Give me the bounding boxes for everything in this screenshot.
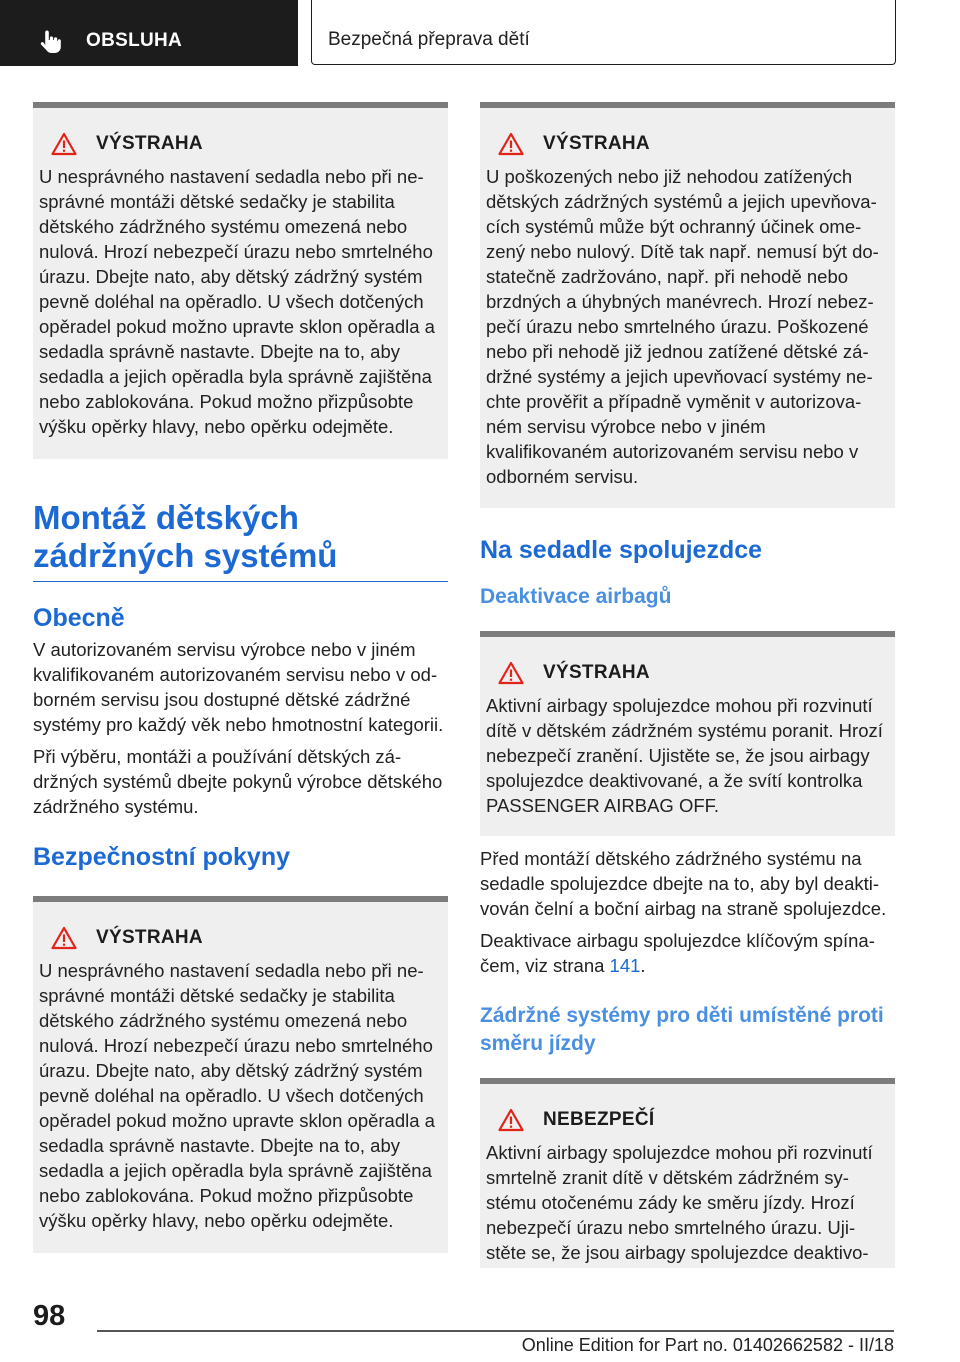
subsection-title-rear-facing: Zádržné systémy pro děti umístěné proti směru jízdy (480, 1004, 884, 1055)
warning-heading (51, 130, 438, 158)
warning-text: U nesprávného nastavení sedadla nebo při nesprávné montáži dětské sedačky je stabilita dětského zádržného systému omezená nebo nulová. Hrozí nebezpečí úrazu nebo smrtelného úrazu. Dbejte nato, aby dětský zádržný systém pevně doléhal na opěradlo. U všech dotčených opěradel pokud možno upravte sklon opěradla a sedadla správně nastavte. Dbejte na to, aby sedadla a jejich opěradla byla správně zajištěna nebo zablokována. Pokud možno přizpůsobte výšku opěrky hlavy, nebo opěrku odejměte. (39, 960, 435, 1231)
warning-icon (51, 926, 77, 950)
paragraph-before-install: Před montáží dětského zádržného systému na sedadle spolujezdce dbejte na to, aby byl deaktivován čelní a boční airbag na straně spolujezdce. (480, 848, 887, 919)
warning-title: VÝSTRAHA (96, 133, 203, 154)
warning-icon (51, 132, 77, 156)
hand-pointer-icon (40, 29, 62, 53)
paragraph-key-switch (480, 928, 895, 978)
warning-heading (498, 130, 885, 158)
subsection-title-general: Obecně (33, 604, 125, 632)
warning-icon (498, 1108, 524, 1132)
page-header (0, 0, 960, 66)
page-link[interactable]: 141 (609, 955, 641, 976)
paragraph-general-2: Při výběru, montáži a používání dětských zádržných systémů dbejte pokynů výrobce dětského zádržného systému. (33, 746, 443, 817)
warning-title: VÝSTRAHA (543, 133, 650, 154)
danger-heading (498, 1106, 885, 1134)
subsection-title-passenger-seat: Na sedadle spolujezdce (480, 536, 763, 564)
warning-icon (498, 132, 524, 156)
breadcrumb-title: Bezpečná přeprava dětí (328, 29, 530, 50)
warning-box (480, 102, 895, 508)
warning-box (33, 102, 448, 459)
paragraph-key-switch-end: . (640, 955, 646, 976)
warning-heading (51, 924, 438, 952)
warning-heading (498, 659, 885, 687)
edition-text: Online Edition for Part no. 01402662582 - II/18 (521, 1335, 894, 1355)
paragraph-general-1: V autorizovaném servisu výrobce nebo v jiném kvalifikovaném autorizovaném servisu nebo v odborném servisu jsou dostupné dětské zádržné systémy pro každý věk nebo hmotnostní kategorii. (33, 639, 444, 735)
danger-box (480, 1078, 895, 1268)
right-column (480, 102, 895, 1268)
breadcrumb[interactable] (311, 0, 896, 65)
footer-divider (97, 1330, 894, 1332)
subsection-title-safety: Bezpečnostní pokyny (33, 843, 290, 871)
warning-title: VÝSTRAHA (96, 927, 203, 948)
page-number: 98 (33, 1300, 66, 1332)
warning-text: Aktivní airbagy spolujezdce mohou při rozvinutí dítě v dětském zádržném systému poranit. Hrozí nebezpečí zranění. Ujistěte se, že jsou airbagy spolujezdce deaktivované, a že svítí kontrolka PASSENGER AIRBAG OFF. (486, 695, 883, 816)
danger-text: Aktivní airbagy spolujezdce mohou při rozvinutí smrtelně zranit dítě v dětském zádržném systému otočenému zády ke směru jízdy. Hrozí nebezpečí úrazu nebo smrtelného úrazu. Ujistěte se, že jsou airbagy spolujezdce deaktivo- (486, 1142, 873, 1263)
section-title: Montáž dětských zádržných systémů (33, 499, 448, 582)
paragraph-key-switch-text: Deaktivace airbagu spolujezdce klíčovým spínačem, viz strana (480, 930, 875, 976)
warning-title: VÝSTRAHA (543, 662, 650, 683)
danger-title: NEBEZPEČÍ (543, 1109, 655, 1130)
warning-box (33, 896, 448, 1253)
warning-box (480, 631, 895, 836)
warning-icon (498, 661, 524, 685)
warning-text: U poškozených nebo již nehodou zatížených dětských zádržných systémů a jejich upevňovacích systémů může být ochranný účinek omezený nebo nulový. Dítě tak např. nemusí být dostatečně zadržováno, např. při nehodě nebo brzdných a úhybných manévrech. Hrozí nebezpečí úrazu nebo smrtelného úrazu. Poškozené nebo při nehodě již jednou zatížené dětské zádržné systémy a jejich upevňovací systémy nechte prověřit a případně vyměnit v autorizovaném servisu výrobce nebo v jiném kvalifikovaném autorizovaném servisu nebo v odborném servisu. (486, 166, 879, 487)
section-tab[interactable] (0, 0, 298, 66)
warning-text: U nesprávného nastavení sedadla nebo při nesprávné montáži dětské sedačky je stabilita dětského zádržného systému omezená nebo nulová. Hrozí nebezpečí úrazu nebo smrtelného úrazu. Dbejte nato, aby dětský zádržný systém pevně doléhal na opěradlo. U všech dotčených opěradel pokud možno upravte sklon opěradla a sedadla správně nastavte. Dbejte na to, aby sedadla a jejich opěradla byla správně zajištěna nebo zablokována. Pokud možno přizpůsobte výšku opěrky hlavy, nebo opěrku odejměte. (39, 166, 435, 437)
section-label: OBSLUHA (86, 30, 183, 51)
left-column (33, 102, 448, 1253)
subsection-title-airbag-deactivation: Deaktivace airbagů (480, 585, 672, 608)
